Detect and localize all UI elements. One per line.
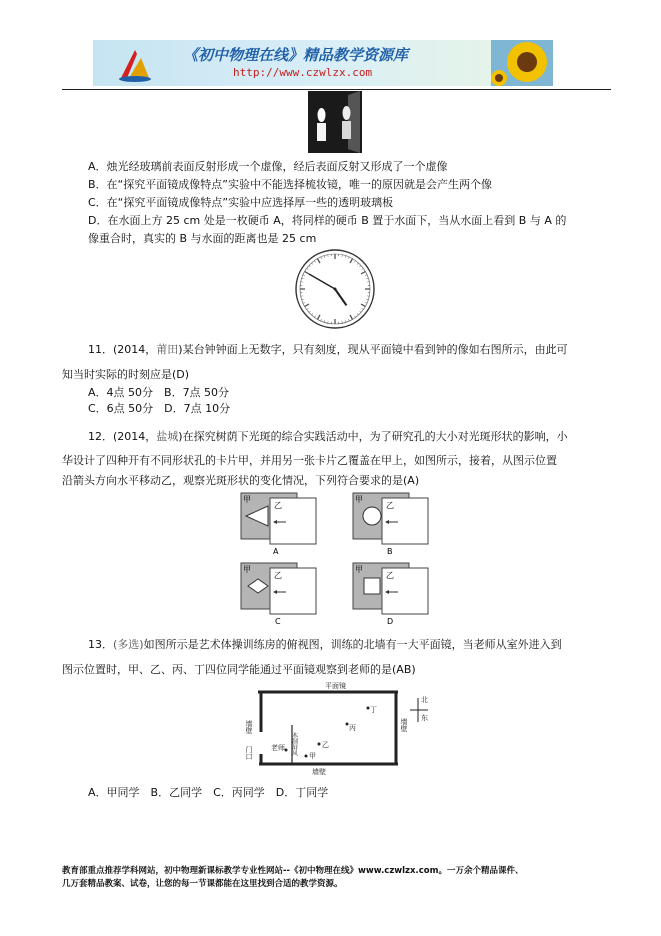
q10-option-a: A．烛光经玻璃前表面反射形成一个虚像，经后表面反射又形成了一个虚像 — [88, 160, 448, 173]
teacher-label: 老师 — [271, 744, 285, 752]
caption-d: D — [387, 617, 394, 626]
label-yi: 乙 — [386, 571, 394, 580]
q11-stem-line1: 11．(2014，莆田)某台钟钟面上无数字，只有刻度，现从平面镜中看到钟的像如右图所示，由此可 — [88, 343, 568, 356]
label-jia: 甲 — [355, 565, 363, 574]
site-logo-icon — [115, 44, 155, 84]
partition-label: 木制屏风 — [290, 732, 298, 756]
card-figure-c — [240, 562, 320, 626]
wall-bottom-label: 墙壁 — [312, 768, 326, 776]
student-yi-label: 乙 — [322, 741, 329, 749]
caption-b: B — [387, 547, 393, 556]
caption-c: C — [275, 617, 281, 626]
card-figure-a — [240, 492, 320, 556]
card-figure-d — [352, 562, 432, 626]
q12-stem-line3: 沿箭头方向水平移动乙，观察光斑形状的变化情况，下列符合要求的是(A) — [62, 474, 420, 487]
label-yi: 乙 — [274, 571, 282, 580]
label-yi: 乙 — [274, 501, 282, 510]
student-bing-label: 丙 — [349, 724, 356, 732]
label-jia: 甲 — [243, 495, 251, 504]
footer-line1: 教育部重点推荐学科网站，初中物理新课标教学专业性网站--《初中物理在线》www.czwlzx.com。一万余个精品课件、 — [62, 866, 524, 876]
q13-options: A．甲同学 B．乙同学 C．丙同学 D．丁同学 — [88, 786, 329, 799]
banner-title: 《初中物理在线》精品教学资源库 — [183, 46, 409, 64]
footer-line2: 几万套精品教案、试卷，让您的每一节课都能在这里找到合适的教学资源。 — [62, 879, 343, 889]
q10-option-d-line1: D．在水面上方 25 cm 处是一枚硬币 A，将同样的硬币 B 置于水面下，当从水面上看到 B 与 A 的 — [88, 214, 567, 227]
q10-option-d-line2: 像重合时，真实的 B 与水面的距离也是 25 cm — [88, 232, 317, 245]
label-jia: 甲 — [243, 565, 251, 574]
q11-options-cd: C．6点 50分 D．7点 10分 — [88, 402, 231, 415]
q13-stem-line1: 13．(多选)如图所示是艺术体操训练房的俯视图，训练的北墙有一大平面镜，当老师从室外进入到 — [88, 638, 562, 651]
wall-left-label: 墙壁 — [245, 720, 253, 734]
mirror-clock — [294, 248, 376, 330]
q10-option-b: B．在“探究平面镜成像特点”实验中不能选择梳妆镜，唯一的原因就是会产生两个像 — [88, 178, 492, 191]
door-label: 门口 — [245, 746, 253, 760]
sunflower-icon — [491, 40, 553, 86]
candle-mirror-photo — [308, 91, 362, 153]
header-rule — [62, 89, 611, 90]
student-ding-label: 丁 — [370, 706, 377, 714]
student-jia-label: 甲 — [309, 752, 316, 760]
mirror-label: 平面镜 — [325, 682, 346, 690]
wall-right-label: 墙壁 — [400, 718, 408, 732]
q10-option-c: C．在“探究平面镜成像特点”实验中应选择厚一些的透明玻璃板 — [88, 196, 394, 209]
card-figure-b — [352, 492, 432, 556]
training-room-diagram — [240, 680, 440, 780]
caption-a: A — [273, 547, 279, 556]
label-yi: 乙 — [386, 501, 394, 510]
north-label: 北 — [421, 696, 428, 704]
q12-stem-line1: 12．(2014，盐城)在探究树荫下光斑的综合实践活动中，为了研究孔的大小对光斑形状的影响，小 — [88, 430, 568, 443]
q11-stem-line2: 知当时实际的时刻应是(D) — [62, 368, 190, 381]
q13-stem-line2: 图示位置时，甲、乙、丙、丁四位同学能通过平面镜观察到老师的是(AB) — [62, 663, 416, 676]
east-label: 东 — [421, 714, 428, 722]
banner-url: http://www.czwlzx.com — [233, 66, 373, 79]
q11-options-ab: A．4点 50分 B．7点 50分 — [88, 386, 230, 399]
label-jia: 甲 — [355, 495, 363, 504]
q12-stem-line2: 华设计了四种开有不同形状孔的卡片甲，并用另一张卡片乙覆盖在甲上，如图所示，接着，从图示位置 — [62, 454, 557, 467]
header-banner — [93, 40, 553, 86]
